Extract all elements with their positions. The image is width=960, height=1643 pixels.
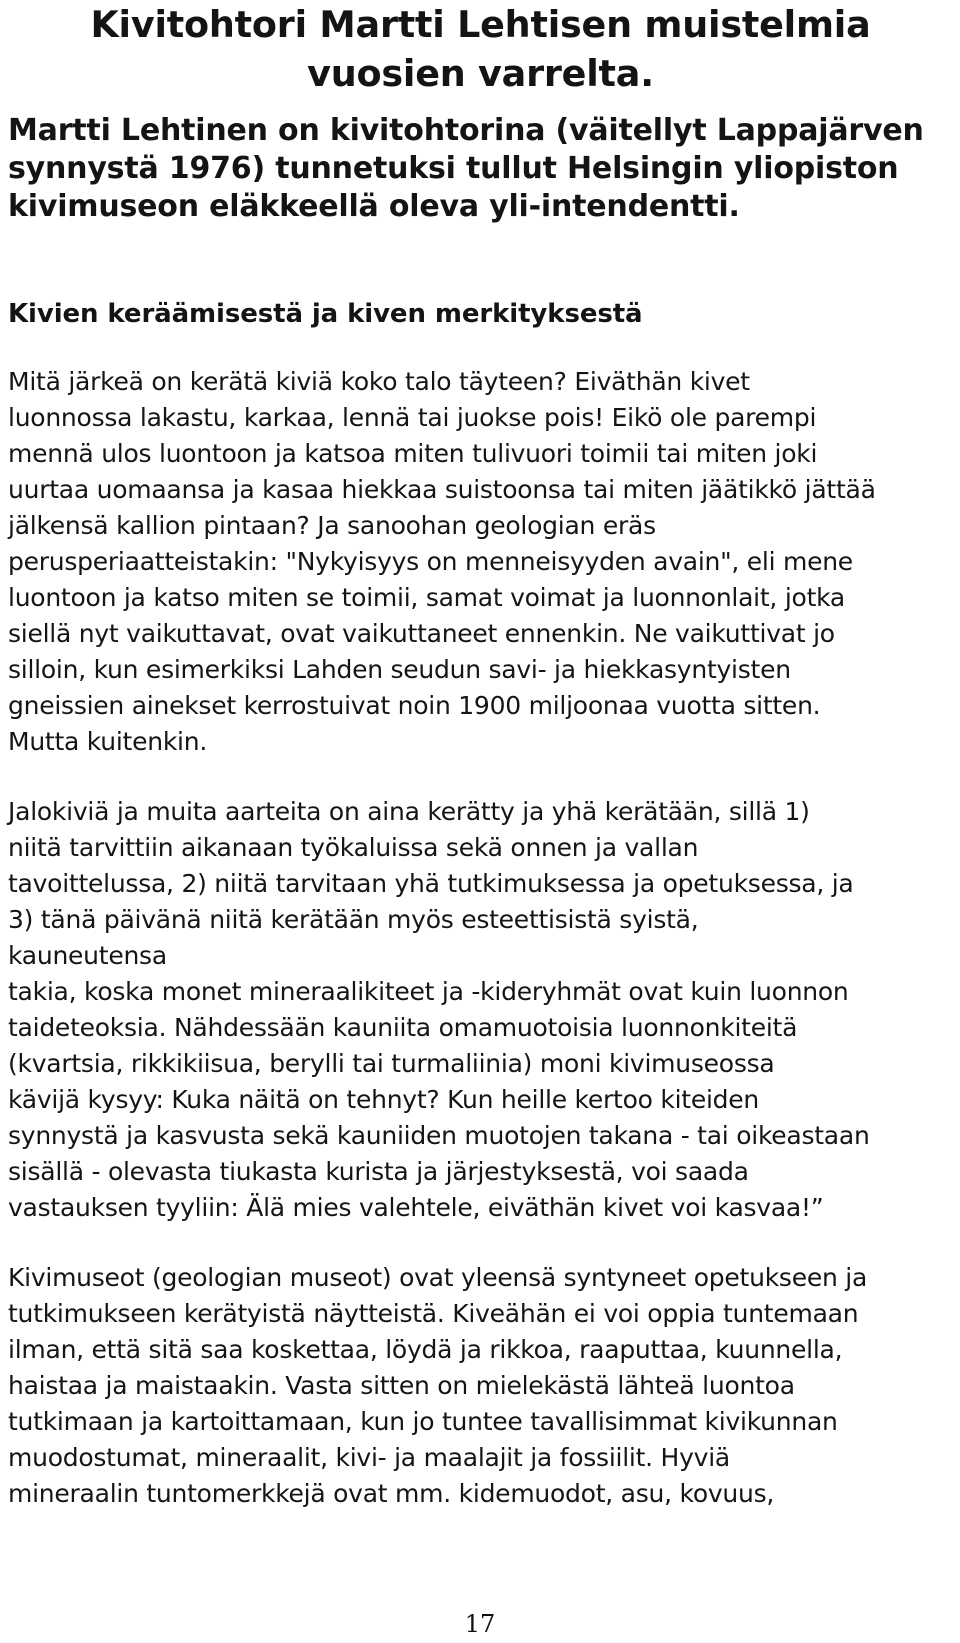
text-line: kauneutensa [8, 941, 167, 970]
text-line: sisällä - olevasta tiukasta kurista ja järjestyksestä, voi saada [8, 1157, 749, 1186]
text-line: niitä tarvittiin aikanaan työkaluissa sekä onnen ja vallan [8, 833, 699, 862]
intro-line: synnystä 1976) tunnetuksi tullut Helsingin yliopiston [8, 151, 899, 186]
text-line: jälkensä kallion pintaan? Ja sanoohan geologian eräs [8, 511, 656, 540]
text-line: Mutta kuitenkin. [8, 727, 208, 756]
text-line: takia, koska monet mineraalikiteet ja -kideryhmät ovat kuin luonnon [8, 977, 849, 1006]
text-line: Jalokiviä ja muita aarteita on aina kerätty ja yhä kerätään, sillä 1) [8, 797, 810, 826]
document-page [8, 0, 953, 1512]
text-line: luonnossa lakastu, karkaa, lennä tai juokse pois! Eikö ole parempi [8, 403, 817, 432]
title-line: vuosien varrelta. [307, 52, 654, 95]
text-line: silloin, kun esimerkiksi Lahden seudun savi- ja hiekkasyntyisten [8, 655, 791, 684]
intro-line: kivimuseon eläkkeellä oleva yli-intendentti. [8, 189, 740, 224]
text-line: muodostumat, mineraalit, kivi- ja maalajit ja fossiilit. Hyviä [8, 1443, 730, 1472]
text-line: perusperiaatteistakin: "Nykyisyys on menneisyyden avain", eli mene [8, 547, 853, 576]
text-line: taideteoksia. Nähdessään kauniita omamuotoisia luonnonkiteitä [8, 1013, 798, 1042]
text-line: tutkimukseen kerätyistä näytteistä. Kiveähän ei voi oppia tuntemaan [8, 1299, 859, 1328]
text-line: ilman, että sitä saa koskettaa, löydä ja rikkoa, raaputtaa, kuunnella, [8, 1335, 843, 1364]
intro-paragraph [8, 112, 953, 226]
text-line: Mitä järkeä on kerätä kiviä koko talo täyteen? Eiväthän kivet [8, 367, 750, 396]
text-line: mineraalin tuntomerkkejä ovat mm. kidemuodot, asu, kovuus, [8, 1479, 775, 1508]
text-line: Kivimuseot (geologian museot) ovat yleensä syntyneet opetukseen ja [8, 1263, 868, 1292]
text-line: 3) tänä päivänä niitä kerätään myös esteettisistä syistä, [8, 905, 699, 934]
text-line: kävijä kysyy: Kuka näitä on tehnyt? Kun heille kertoo kiteiden [8, 1085, 760, 1114]
text-line: tavoittelussa, 2) niitä tarvitaan yhä tutkimuksessa ja opetuksessa, ja [8, 869, 854, 898]
text-line: gneissien ainekset kerrostuivat noin 1900 miljoonaa vuotta sitten. [8, 691, 821, 720]
intro-line: Martti Lehtinen on kivitohtorina (väitellyt Lappajärven [8, 113, 924, 148]
page-number: 17 [464, 1610, 496, 1638]
text-line: luontoon ja katso miten se toimii, samat voimat ja luonnonlait, jotka [8, 583, 845, 612]
text-line: (kvartsia, rikkikiisua, berylli tai turmaliinia) moni kivimuseossa [8, 1049, 775, 1078]
text-line: siellä nyt vaikuttavat, ovat vaikuttaneet ennenkin. Ne vaikuttivat jo [8, 619, 835, 648]
text-line: vastauksen tyyliin: Älä mies valehtele, eiväthän kivet voi kasvaa!” [8, 1193, 824, 1222]
paragraph-2 [8, 794, 953, 1226]
text-line: synnystä ja kasvusta sekä kauniiden muotojen takana - tai oikeastaan [8, 1121, 870, 1150]
paragraph-3 [8, 1260, 953, 1512]
paragraph-1 [8, 364, 953, 760]
title-line: Kivitohtori Martti Lehtisen muistelmia [90, 3, 871, 46]
text-line: uurtaa uomaansa ja kasaa hiekkaa suistoonsa tai miten jäätikkö jättää [8, 475, 876, 504]
text-line: tutkimaan ja kartoittamaan, kun jo tuntee tavallisimmat kivikunnan [8, 1407, 838, 1436]
document-title [8, 0, 953, 98]
text-line: mennä ulos luontoon ja katsoa miten tulivuori toimii tai miten joki [8, 439, 818, 468]
section-heading: Kivien keräämisestä ja kiven merkityksestä [8, 299, 643, 329]
text-line: haistaa ja maistaakin. Vasta sitten on mielekästä lähteä luontoa [8, 1371, 795, 1400]
